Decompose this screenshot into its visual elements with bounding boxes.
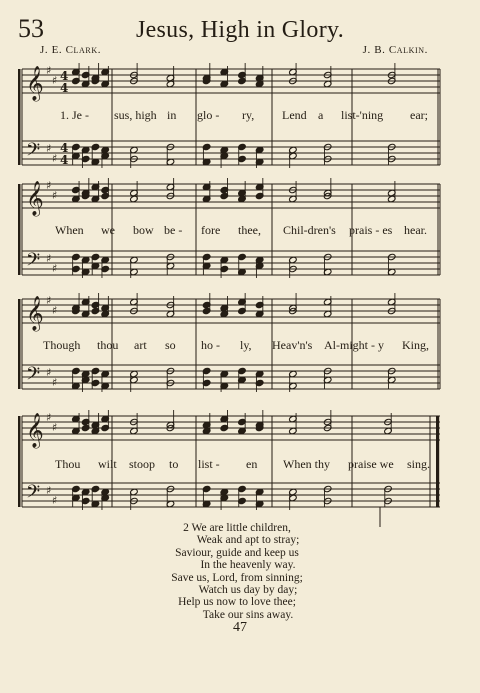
time-signature: 4 bbox=[60, 153, 69, 167]
lyric-syllable: King, bbox=[402, 338, 429, 352]
verse-line: Help us now to love thee; bbox=[178, 596, 296, 609]
lyric-syllable: ry, bbox=[242, 108, 255, 122]
lyric-syllable: we bbox=[101, 223, 115, 237]
sharp-icon: ♯ bbox=[52, 262, 58, 275]
lyric-syllable: be - bbox=[164, 223, 183, 237]
sharp-icon: ♯ bbox=[52, 376, 58, 389]
system-brace bbox=[18, 184, 21, 275]
lyric-syllable: When bbox=[55, 223, 84, 237]
lyric-syllable: hear. bbox=[404, 223, 427, 237]
sharp-icon: ♯ bbox=[52, 74, 58, 87]
sharp-icon: ♯ bbox=[52, 494, 58, 507]
lyric-syllable: Chil-dren's bbox=[283, 223, 336, 237]
verse-line: Take our sins away. bbox=[202, 608, 294, 621]
lyric-syllable: ho - bbox=[201, 338, 220, 352]
lyric-syllable: en bbox=[246, 457, 258, 471]
sharp-icon: ♯ bbox=[46, 366, 52, 379]
verse-line: Saviour, guide and keep us bbox=[175, 546, 299, 559]
bass-clef-icon: 𝄢 bbox=[26, 250, 41, 275]
lyric-syllable: wilt bbox=[98, 457, 117, 471]
lyric-syllable: a bbox=[318, 108, 324, 122]
lyric-syllable: 1. Je - bbox=[60, 108, 89, 122]
lyric-syllable: Al-might - y bbox=[324, 338, 384, 352]
time-signature: 4 bbox=[60, 69, 69, 83]
lyric-syllable: sus, high bbox=[114, 108, 157, 122]
sharp-icon: ♯ bbox=[46, 142, 52, 155]
bass-clef-icon: 𝄢 bbox=[26, 364, 41, 389]
lyric-syllable: thee, bbox=[238, 223, 261, 237]
verse-2 bbox=[0, 522, 480, 621]
lyric-syllable: Lend bbox=[282, 108, 307, 122]
sharp-icon: ♯ bbox=[46, 64, 52, 77]
lyric-syllable: to bbox=[169, 457, 179, 471]
verse-line: Watch us day by day; bbox=[198, 584, 298, 597]
lyric-syllable: list - bbox=[198, 457, 220, 471]
sharp-icon: ♯ bbox=[52, 189, 58, 202]
verse-line: Weak and apt to stray; bbox=[196, 534, 300, 547]
treble-clef-icon: 𝄞 bbox=[26, 181, 44, 216]
lyric-syllable: stoop bbox=[129, 457, 156, 471]
sharp-icon: ♯ bbox=[46, 252, 52, 265]
system-brace bbox=[18, 416, 21, 507]
time-signature: 4 bbox=[60, 81, 69, 95]
composer-credit: J. B. Calkin. bbox=[362, 44, 428, 56]
treble-clef-icon: 𝄞 bbox=[26, 296, 44, 331]
sharp-icon: ♯ bbox=[46, 484, 52, 497]
sharp-icon: ♯ bbox=[46, 179, 52, 192]
lyric-syllable: art bbox=[134, 338, 147, 352]
treble-clef-icon: 𝄞 bbox=[26, 66, 44, 101]
lyric-syllable: so bbox=[165, 338, 176, 352]
verse-line: 2 We are little children, bbox=[183, 522, 291, 534]
hymn-number: 53 bbox=[18, 14, 44, 43]
sharp-icon: ♯ bbox=[52, 152, 58, 165]
lyricist-credit: J. E. Clark. bbox=[40, 44, 102, 56]
time-signature: 4 bbox=[60, 141, 69, 155]
lyric-syllable: Thou bbox=[55, 457, 81, 471]
system-brace bbox=[18, 299, 21, 389]
lyric-syllable: bow bbox=[133, 223, 154, 237]
lyric-syllable: sing. bbox=[407, 457, 431, 471]
lyric-syllable: ly, bbox=[240, 338, 252, 352]
sharp-icon: ♯ bbox=[46, 294, 52, 307]
lyric-syllable: fore bbox=[201, 223, 221, 237]
verse-line: In the heavenly way. bbox=[200, 559, 296, 572]
lyric-syllable: in bbox=[167, 108, 177, 122]
lyric-syllable: praise we bbox=[348, 457, 394, 471]
lyric-syllable: prais - es bbox=[349, 223, 393, 237]
page-number: 47 bbox=[233, 620, 247, 635]
lyric-syllable: Heav'n's bbox=[272, 338, 313, 352]
lyric-syllable: thou bbox=[97, 338, 119, 352]
final-barline bbox=[436, 416, 439, 507]
bass-clef-icon: 𝄢 bbox=[26, 482, 41, 507]
bass-clef-icon: 𝄢 bbox=[26, 140, 41, 165]
sharp-icon: ♯ bbox=[46, 411, 52, 424]
sharp-icon: ♯ bbox=[52, 304, 58, 317]
lyric-syllable: When thy bbox=[283, 457, 330, 471]
lyric-syllable: glo - bbox=[197, 108, 220, 122]
sharp-icon: ♯ bbox=[52, 421, 58, 434]
treble-clef-icon: 𝄞 bbox=[26, 413, 44, 448]
lyric-syllable: ear; bbox=[410, 108, 428, 122]
lyric-syllable: Though bbox=[43, 338, 81, 352]
system-brace bbox=[18, 69, 21, 165]
lyric-syllable: list-'ning bbox=[341, 108, 384, 122]
hymn-title: Jesus, High in Glory. bbox=[135, 17, 345, 43]
verse-line: Save us, Lord, from sinning; bbox=[171, 571, 303, 584]
